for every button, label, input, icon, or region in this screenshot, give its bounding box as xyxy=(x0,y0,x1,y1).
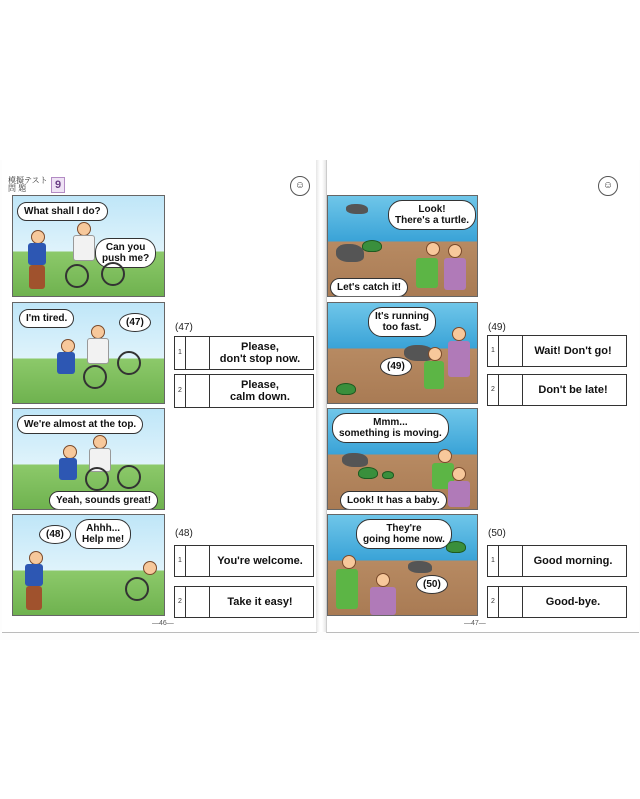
boy-figure xyxy=(336,569,358,609)
bicycle-wheel xyxy=(117,351,141,375)
rock xyxy=(336,244,364,262)
speech-bubble: They're going home now. xyxy=(356,519,452,549)
bicycle-wheel xyxy=(117,465,141,489)
option-text: Wait! Don't go! xyxy=(534,345,612,357)
comic-panel-5 xyxy=(327,195,478,297)
girl-figure xyxy=(77,222,91,236)
girl-figure xyxy=(91,325,105,339)
boy-figure xyxy=(342,555,356,569)
boy-figure xyxy=(31,230,45,244)
turtle xyxy=(362,240,382,252)
rock xyxy=(346,204,368,214)
boy-figure xyxy=(26,586,42,610)
speech-bubble: Look! There's a turtle. xyxy=(388,200,476,230)
answer-box[interactable] xyxy=(499,336,523,366)
question-number: (47) xyxy=(175,322,193,333)
speech-bubble: Mmm... something is moving. xyxy=(332,413,449,443)
option-text: Don't be late! xyxy=(538,384,608,396)
answer-box[interactable] xyxy=(186,587,210,617)
girl-figure xyxy=(448,244,462,258)
option-number: 2 xyxy=(488,587,499,617)
bicycle-wheel xyxy=(65,264,89,288)
turtle xyxy=(358,467,378,479)
girl-figure xyxy=(93,435,107,449)
girl-figure xyxy=(370,587,396,615)
boy-figure xyxy=(438,449,452,463)
test-number-badge: 9 xyxy=(51,177,65,193)
option-number: 2 xyxy=(175,375,186,407)
test-label: 模擬テスト 問 題 xyxy=(8,176,48,193)
speech-bubble: Let's catch it! xyxy=(330,278,408,297)
bicycle-wheel xyxy=(85,467,109,491)
page-number: —46— xyxy=(152,620,174,627)
speech-bubble: (49) xyxy=(380,357,412,376)
option-number: 1 xyxy=(488,546,499,576)
turtle xyxy=(446,541,466,553)
boy-figure xyxy=(29,265,45,289)
option-text: Good morning. xyxy=(533,555,613,567)
answer-option[interactable] xyxy=(174,545,314,577)
girl-figure xyxy=(452,467,466,481)
question-number: (48) xyxy=(175,528,193,539)
option-number: 2 xyxy=(488,375,499,405)
baby-turtle xyxy=(382,471,394,479)
comic-panel-3 xyxy=(12,408,165,510)
boy-figure xyxy=(25,564,43,586)
answer-box[interactable] xyxy=(499,375,523,405)
speech-bubble: I'm tired. xyxy=(19,309,74,328)
option-number: 1 xyxy=(488,336,499,366)
boy-figure xyxy=(424,361,444,389)
boy-figure xyxy=(28,243,46,265)
girl-figure xyxy=(73,235,95,261)
bicycle-wheel xyxy=(101,262,125,286)
comic-panel-2 xyxy=(12,302,165,404)
speech-bubble: Can you push me? xyxy=(95,238,156,268)
rock xyxy=(408,561,432,573)
option-text: Good-bye. xyxy=(545,596,601,608)
answer-option[interactable] xyxy=(174,586,314,618)
comic-panel-1 xyxy=(12,195,165,297)
answer-box[interactable] xyxy=(186,546,210,576)
answer-box[interactable] xyxy=(499,546,523,576)
answer-option[interactable] xyxy=(174,374,314,408)
boy-figure xyxy=(426,242,440,256)
answer-box[interactable] xyxy=(186,337,210,369)
speech-bubble: (48) xyxy=(39,525,71,544)
speech-bubble: Ahhh... Help me! xyxy=(75,519,131,549)
option-text: Please, calm down. xyxy=(230,379,290,403)
page-number: —47— xyxy=(464,620,486,627)
answer-option[interactable] xyxy=(487,545,627,577)
girl-figure xyxy=(448,481,470,507)
speech-bubble: (47) xyxy=(119,313,151,332)
speech-bubble: Look! It has a baby. xyxy=(340,491,447,510)
turtle xyxy=(336,383,356,395)
boy-figure xyxy=(61,339,75,353)
speech-bubble: (50) xyxy=(416,575,448,594)
girl-figure xyxy=(448,341,470,377)
bicycle-wheel xyxy=(83,365,107,389)
smiley-icon: ☺ xyxy=(290,176,310,196)
speech-bubble: It's running too fast. xyxy=(368,307,436,337)
question-number: (49) xyxy=(488,322,506,333)
girl-figure xyxy=(452,327,466,341)
option-number: 2 xyxy=(175,587,186,617)
answer-box[interactable] xyxy=(499,587,523,617)
answer-option[interactable] xyxy=(487,335,627,367)
answer-option[interactable] xyxy=(487,374,627,406)
boy-figure xyxy=(57,352,75,374)
boy-figure xyxy=(59,458,77,480)
girl-figure xyxy=(376,573,390,587)
boy-figure xyxy=(428,347,442,361)
option-text: Please, don't stop now. xyxy=(219,341,301,365)
book-gutter xyxy=(316,160,326,632)
boy-figure xyxy=(29,551,43,565)
boy-figure xyxy=(416,258,438,288)
option-number: 1 xyxy=(175,337,186,369)
girl-figure xyxy=(143,561,157,575)
speech-bubble: What shall I do? xyxy=(17,202,108,221)
speech-bubble: Yeah, sounds great! xyxy=(49,491,158,510)
smiley-icon: ☺ xyxy=(598,176,618,196)
comic-panel-8 xyxy=(327,514,478,616)
answer-box[interactable] xyxy=(186,375,210,407)
girl-figure xyxy=(87,338,109,364)
question-number: (50) xyxy=(488,528,506,539)
answer-option[interactable] xyxy=(487,586,627,618)
comic-panel-6 xyxy=(327,302,478,404)
comic-panel-7 xyxy=(327,408,478,510)
girl-figure xyxy=(444,258,466,290)
option-text: You're welcome. xyxy=(217,555,303,567)
bicycle-wheel xyxy=(125,577,149,601)
option-text: Take it easy! xyxy=(227,596,293,608)
option-number: 1 xyxy=(175,546,186,576)
boy-figure xyxy=(63,445,77,459)
speech-bubble: We're almost at the top. xyxy=(17,415,143,434)
rock xyxy=(342,453,368,467)
answer-option[interactable] xyxy=(174,336,314,370)
comic-panel-4 xyxy=(12,514,165,616)
